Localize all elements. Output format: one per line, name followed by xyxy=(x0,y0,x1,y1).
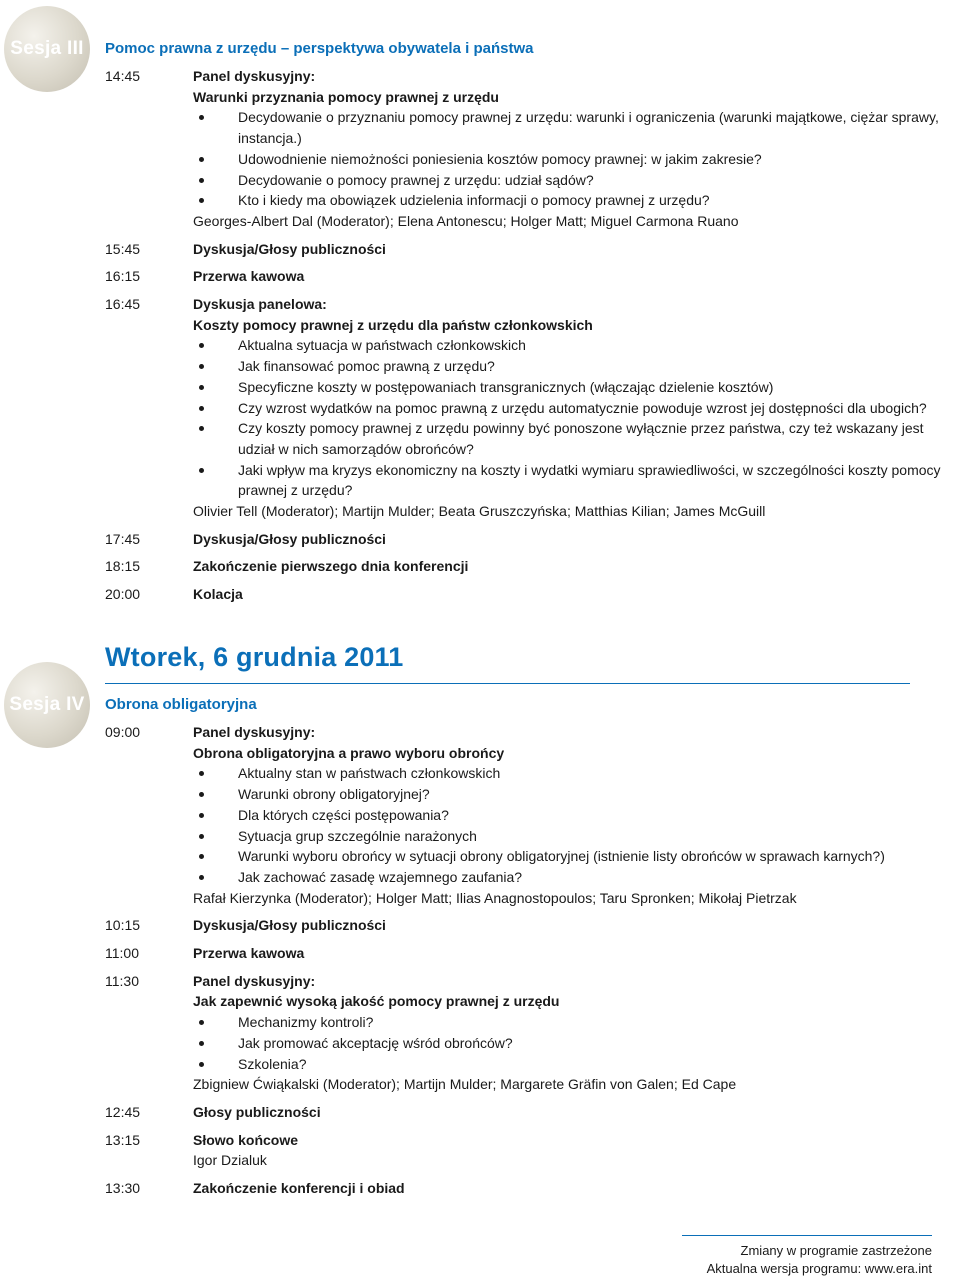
bullet-text: Aktualny stan w państwach członkowskich xyxy=(238,765,501,782)
panel-speakers: Rafał Kierzynka (Moderator); Holger Matt; Ilias Anagnostopoulos; Taru Spronken; Mikołaj Pietrzak xyxy=(193,889,797,906)
bullet-list xyxy=(193,335,960,501)
program-subtitle: Obrona obligatoryjna a prawo wyboru obrońcy xyxy=(193,744,505,761)
bullet-icon xyxy=(199,198,204,203)
list-item xyxy=(193,826,960,847)
program-time: 20:00 xyxy=(105,586,141,603)
program-heading: Kolacja xyxy=(193,586,243,603)
program-heading: Dyskusja/Głosy publiczności xyxy=(193,240,386,257)
list-item xyxy=(193,356,960,377)
program-heading: Przerwa kawowa xyxy=(193,945,305,962)
panel-speakers: Georges-Albert Dal (Moderator); Elena Antonescu; Holger Matt; Miguel Carmona Ruano xyxy=(193,212,739,229)
program-time: 17:45 xyxy=(105,530,141,547)
program-content xyxy=(193,971,960,1095)
session-badge-label: Sesja III xyxy=(10,38,84,59)
bullet-icon xyxy=(199,875,204,880)
speaker-name: Igor Dzialuk xyxy=(193,1152,267,1169)
bullet-text: Decydowanie o przyznaniu pomocy prawnej z urzędu: warunki i ograniczenia (warunki majątkowe, ciężar sprawy, instancja.) xyxy=(238,109,939,147)
program-subtitle: Jak zapewnić wysoką jakość pomocy prawnej z urzędu xyxy=(193,993,560,1010)
bullet-icon xyxy=(199,771,204,776)
program-item xyxy=(105,529,960,550)
bullet-text: Mechanizmy kontroli? xyxy=(238,1014,374,1031)
list-item xyxy=(193,784,960,805)
panel-speakers: Zbigniew Ćwiąkalski (Moderator); Martijn Mulder; Margarete Gräfin von Galen; Ed Cape xyxy=(193,1076,737,1093)
program-item xyxy=(105,943,960,964)
program-content xyxy=(193,294,960,522)
list-item xyxy=(193,418,960,459)
program-content xyxy=(193,915,960,936)
program-heading: Głosy publiczności xyxy=(193,1103,321,1120)
footer-url: Aktualna wersja programu: www.era.int xyxy=(706,1261,932,1276)
list-item xyxy=(193,867,960,888)
panel-speakers: Olivier Tell (Moderator); Martijn Mulder; Beata Gruszczyńska; Matthias Kilian; James McGuill xyxy=(193,503,766,520)
program-time: 09:00 xyxy=(105,724,141,740)
bullet-text: Udowodnienie niemożności poniesienia kosztów pomocy prawnej: w jakim zakresie? xyxy=(238,150,762,167)
bullet-icon xyxy=(199,115,204,120)
program-content xyxy=(193,66,960,232)
bullet-text: Jak promować akceptację wśród obrońców? xyxy=(238,1034,513,1051)
program-time: 15:45 xyxy=(105,240,141,257)
bullet-icon xyxy=(199,178,204,183)
bullet-icon xyxy=(199,343,204,348)
list-item xyxy=(193,1033,960,1054)
bullet-text: Czy koszty pomocy prawnej z urzędu powinny być ponoszone wyłącznie przez państwa, czy też wskazany jest udział w nich samorządów obrońców? xyxy=(238,420,924,457)
program-item xyxy=(105,584,960,605)
program-item xyxy=(105,971,960,1095)
program-time: 13:30 xyxy=(105,1180,141,1197)
footer-divider xyxy=(682,1235,932,1236)
program-item xyxy=(105,66,960,232)
session-program xyxy=(105,66,960,612)
session-title: Pomoc prawna z urzędu – perspektywa obywatela i państwa xyxy=(105,40,534,57)
list-item xyxy=(193,190,960,211)
program-heading: Dyskusja/Głosy publiczności xyxy=(193,917,386,934)
program-time: 18:15 xyxy=(105,558,141,575)
bullet-icon xyxy=(199,468,204,473)
program-content xyxy=(193,239,960,260)
list-item xyxy=(193,1054,960,1075)
bullet-text: Jak zachować zasadę wzajemnego zaufania? xyxy=(238,868,523,885)
program-content xyxy=(193,266,960,287)
program-time: 12:45 xyxy=(105,1103,141,1120)
program-content xyxy=(193,943,960,964)
program-heading: Panel dyskusyjny: xyxy=(193,972,316,989)
list-item xyxy=(193,1012,960,1033)
list-item xyxy=(193,763,960,784)
program-subtitle: Koszty pomocy prawnej z urzędu dla państw członkowskich xyxy=(193,316,593,333)
program-item xyxy=(105,294,960,522)
program-item xyxy=(105,556,960,577)
list-item xyxy=(193,398,960,419)
bullet-icon xyxy=(199,854,204,859)
program-content xyxy=(193,1178,960,1199)
bullet-icon xyxy=(199,834,204,839)
program-item xyxy=(105,1102,960,1123)
bullet-list xyxy=(193,107,960,211)
program-heading: Dyskusja/Głosy publiczności xyxy=(193,530,386,547)
bullet-icon xyxy=(199,385,204,390)
bullet-text: Czy wzrost wydatków na pomoc prawną z urzędu automatycznie powoduje wzrost jej dostępności dla ubogich? xyxy=(238,399,927,416)
bullet-text: Specyficzne koszty w postępowaniach transgranicznych (włączając dzielenie kosztów) xyxy=(238,378,774,395)
list-item xyxy=(193,170,960,191)
bullet-text: Decydowanie o pomocy prawnej z urzędu: udział sądów? xyxy=(238,171,594,188)
program-time: 11:00 xyxy=(105,945,139,962)
bullet-icon xyxy=(199,157,204,162)
session-badge-label: Sesja IV xyxy=(9,694,85,715)
program-heading: Zakończenie konferencji i obiad xyxy=(193,1180,405,1197)
program-content xyxy=(193,556,960,577)
session-badge xyxy=(4,6,90,92)
bullet-text: Aktualna sytuacja w państwach członkowskich xyxy=(238,337,526,354)
bullet-text: Kto i kiedy ma obowiązek udzielenia informacji o pomocy prawnej z urzędu? xyxy=(238,192,710,209)
list-item xyxy=(193,335,960,356)
program-time: 16:45 xyxy=(105,296,141,313)
bullet-icon xyxy=(199,813,204,818)
day-title: Wtorek, 6 grudnia 2011 xyxy=(105,642,404,672)
program-content xyxy=(193,529,960,550)
program-item xyxy=(105,1178,960,1199)
program-content xyxy=(193,722,960,908)
list-item xyxy=(193,460,960,501)
program-time: 13:15 xyxy=(105,1131,141,1148)
bullet-text: Warunki wyboru obrońcy w sytuacji obrony obligatoryjnej (istnienie listy obrońców w sprawach karnych?) xyxy=(238,848,885,865)
bullet-icon xyxy=(199,1020,204,1025)
bullet-list xyxy=(193,763,960,887)
program-item xyxy=(105,266,960,287)
bullet-text: Jak finansować pomoc prawną z urzędu? xyxy=(238,358,495,375)
bullet-text: Sytuacja grup szczególnie narażonych xyxy=(238,827,477,844)
session-program xyxy=(105,722,960,1206)
day-divider xyxy=(105,683,910,684)
program-subtitle: Warunki przyznania pomocy prawnej z urzędu xyxy=(193,88,499,105)
bullet-icon xyxy=(199,1062,204,1067)
list-item xyxy=(193,377,960,398)
program-content xyxy=(193,584,960,605)
program-heading: Słowo końcowe xyxy=(193,1131,299,1148)
bullet-icon xyxy=(199,406,204,411)
program-heading: Dyskusja panelowa: xyxy=(193,296,327,313)
list-item xyxy=(193,107,960,148)
bullet-text: Warunki obrony obligatoryjnej? xyxy=(238,786,430,803)
program-item xyxy=(105,722,960,908)
program-heading: Panel dyskusyjny: xyxy=(193,724,316,740)
program-item xyxy=(105,239,960,260)
bullet-text: Szkolenia? xyxy=(238,1055,307,1072)
program-heading: Panel dyskusyjny: xyxy=(193,68,316,84)
list-item xyxy=(193,846,960,867)
bullet-text: Jaki wpływ ma kryzys ekonomiczny na koszty i wydatki wymiaru sprawiedliwości, w szczególności koszty pomocy prawnej z urzędu? xyxy=(238,461,941,499)
list-item xyxy=(193,149,960,170)
program-time: 14:45 xyxy=(105,68,141,84)
program-heading: Zakończenie pierwszego dnia konferencji xyxy=(193,558,469,575)
program-content xyxy=(193,1102,960,1123)
bullet-icon xyxy=(199,364,204,369)
bullet-icon xyxy=(199,1041,204,1046)
bullet-icon xyxy=(199,426,204,431)
program-item xyxy=(105,915,960,936)
list-item xyxy=(193,805,960,826)
program-time: 10:15 xyxy=(105,917,141,934)
bullet-text: Dla których części postępowania? xyxy=(238,806,449,823)
bullet-icon xyxy=(199,792,204,797)
footer-note: Zmiany w programie zastrzeżone xyxy=(740,1243,932,1258)
session-badge xyxy=(4,662,90,748)
bullet-list xyxy=(193,1012,960,1074)
session-title: Obrona obligatoryjna xyxy=(105,696,257,713)
program-content xyxy=(193,1130,960,1171)
program-item xyxy=(105,1130,960,1171)
program-time: 16:15 xyxy=(105,268,141,285)
program-heading: Przerwa kawowa xyxy=(193,268,305,285)
program-time: 11:30 xyxy=(105,972,139,989)
